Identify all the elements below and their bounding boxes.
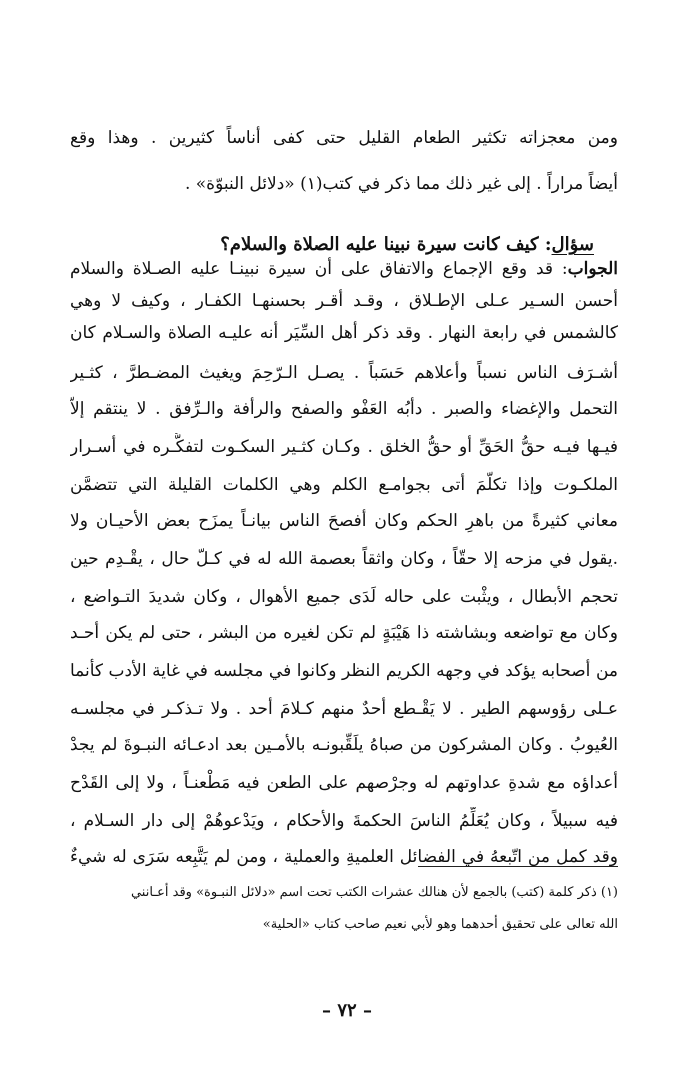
answer-line-12: من أصحابه يؤكد في وجهه الكريم النظر وكانوا في مجلسه في غاية الأدب كأنما [70,661,618,681]
answer-line-1-text: : قد وقع الإجماع والاتفاق على أن سيرة نبينـا عليه الصـلاة والسلام [70,259,568,279]
answer-line-11: وكان مع تواضعه وبشاشته ذا هَيْبَةٍ لم تكن لغيره من البشر ، حتى لم يكن أحـد [70,623,618,643]
answer-line-16: فيه سبيلاً ، وكان يُعَلِّمُ الناسَ الحكمةَ والأحكام ، ويَدْعوهُمْ إلى دار السـلام ، [70,811,618,831]
footnote-line-2: الله تعالى على تحقيق أحدهما وهو لأبي نعيم صاحب كتاب «الحلية» [262,917,618,932]
answer-line-10: تحجم الأبطال ، ويثْبت على حاله لَدَى جميع الأهوال ، وكان شديدَ التـواضع ، [70,587,618,607]
answer-line-14: العُيوبُ . وكان المشركون من صباهُ يلَقِّبونـه بالأمـين بعد ادعـائه النبـوةَ لم يجدْ [70,735,618,755]
answer-line-1 [70,255,618,283]
intro-line-1: ومن معجزاته تكثير الطعام القليل حتى كفى أناساً كثيرين . وهذا وقع [70,128,618,148]
question-text: : كيف كانت سيرة نبينا عليه الصلاة والسلام؟ [220,234,552,255]
answer-line-7: الملكـوت وإذا تكلّمَ أتى بجوامـع الكلم وهي الكلمات القليلة التي تتضمَّن [70,475,618,495]
answer-line-4: أشـرَف الناس نسباً وأعلاهم حَسَباً . يصـل الـرّحِمَ ويغيث المضـطرَّ ، كثـير [70,363,618,383]
answer-label: الجواب [567,259,618,279]
answer-line-6: فيـها فيـه حقُّ الحَقِّ أو حقُّ الخلق . وكـان كثـير السكـوت لتفكُّـره في أسـرار [70,437,618,457]
answer-line-17: وقد كمل من اتّبعهُ في الفضائل العلميةِ والعملية ، ومن لم يَتَّبِعه سَرَى له شيءٌ [70,847,618,867]
answer-line-9: .يقول في مزحه إلا حقّاً ، وكان واثقاً بعصمة الله له في كـلّ حال ، يقْـدِم حين [70,549,618,569]
answer-line-15: أعداؤه مع شدةِ عداوتهم له وجرْصهم على الطعن فيه مَطْعنـاً ، ولا إلى القَدْح [70,773,618,793]
footnote-separator [418,866,618,867]
answer-line-3: كالشمس في رابعة النهار . وقد ذكر أهل السِّيَر أنه عليـه الصلاة والسـلام كان [70,323,618,343]
answer-line-13: عـلى رؤوسهم الطير . لا يَقْـطع أحدٌ منهم كـلامَ أحد . ولا تـذكـر في مجلسـه [70,699,618,719]
intro-line-2: أيضاً مراراً . إلى غير ذلك مما ذكر في كتب(١) «دلائل النبوّة» . [184,174,618,194]
answer-line-5: التحمل والإغضاء والصبر . دأبُه العَفْو والصفح والرأفة والـرِّفق . لا ينتقم إلاّ [70,399,618,419]
footnote-line-1: (١) ذكر كلمة (كتب) بالجمع لأن هنالك عشرات الكتب تحت اسم «دلائل النبـوة» وقد أعـانني [130,885,618,900]
answer-line-8: معاني كثيرةً من باهرِ الحكم وكان أفصحَ الناس بيانـاً يمزَح بعض الأحيـان ولا [70,511,618,531]
page-number: – ٧٢ – [322,1000,372,1021]
question-label: سؤال [551,234,594,255]
answer-line-2: أحسن السـير عـلى الإطـلاق ، وقـد أقـر بحسنهـا الكفـار ، وكيف لا وهي [70,291,618,311]
